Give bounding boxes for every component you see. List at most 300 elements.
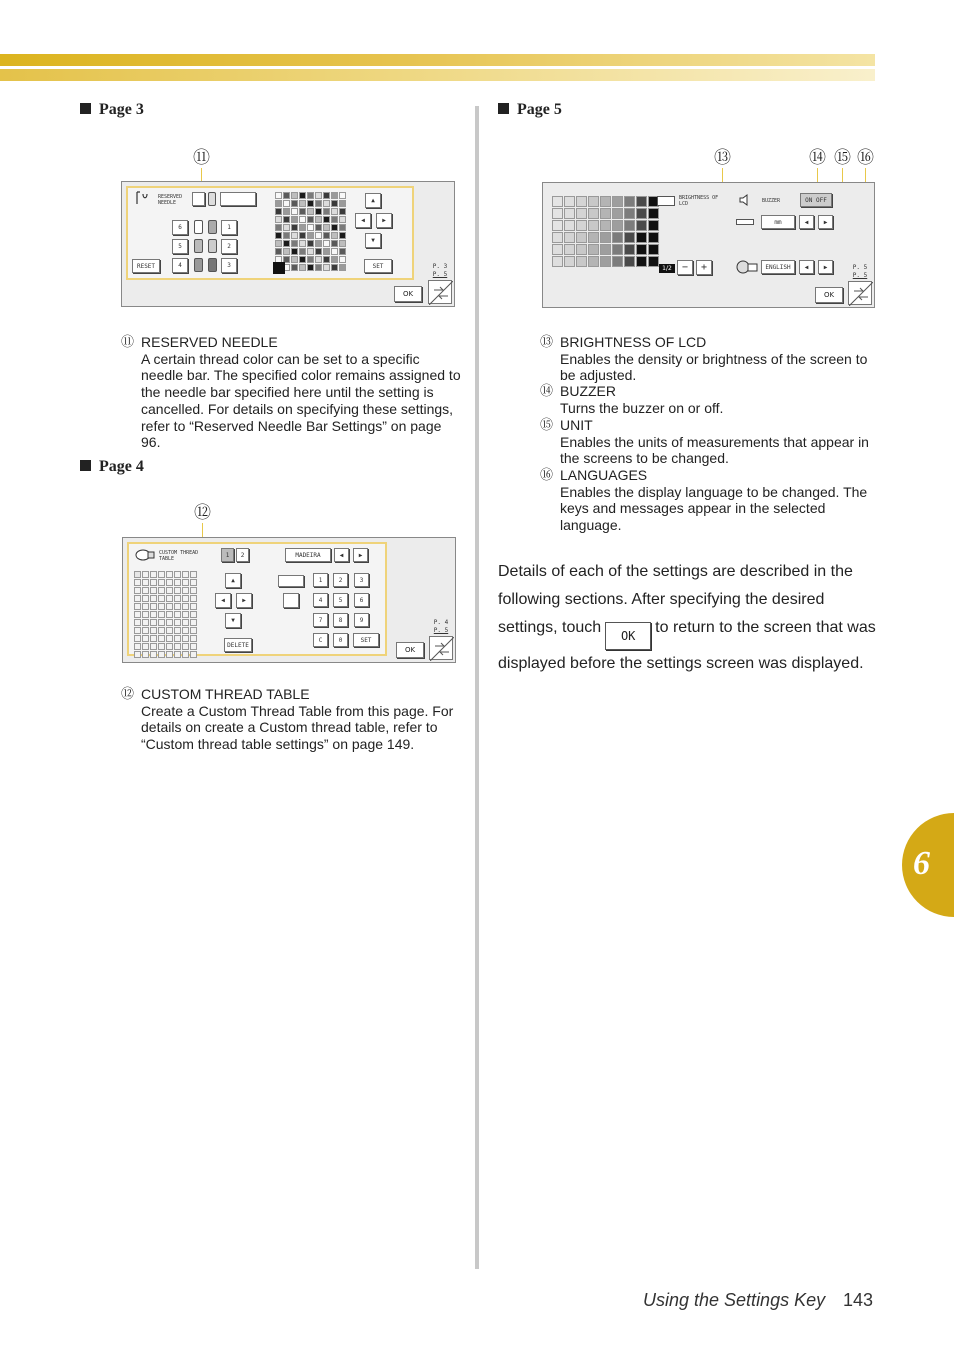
description-number: ⑮ [540, 417, 554, 432]
color-cell [612, 208, 623, 219]
brand-next-button[interactable]: ▶ [353, 548, 368, 562]
color-cell [190, 619, 197, 626]
color-cell [624, 244, 635, 255]
custom-thread-table-grid[interactable] [134, 571, 197, 658]
color-cell [158, 619, 165, 626]
color-cell [150, 579, 157, 586]
color-cell [552, 244, 563, 255]
color-cell [339, 224, 346, 231]
color-cell [150, 603, 157, 610]
color-cell [299, 224, 306, 231]
color-cell [339, 264, 346, 271]
color-cell [134, 603, 141, 610]
reset-button[interactable]: RESET [132, 259, 160, 273]
color-cell [576, 196, 587, 207]
color-cell [636, 220, 647, 231]
color-cell [624, 256, 635, 267]
color-cell [166, 603, 173, 610]
color-cell [174, 587, 181, 594]
scroll-down-button[interactable]: ▼ [365, 233, 381, 248]
color-cell [166, 651, 173, 658]
language-next-button[interactable]: ▶ [818, 260, 833, 274]
key-7[interactable]: 7 [313, 613, 328, 627]
color-cell [307, 256, 314, 263]
color-cell [576, 208, 587, 219]
color-cell [134, 627, 141, 634]
description-heading: CUSTOM THREAD TABLE [141, 686, 310, 702]
header-band-top [0, 54, 875, 66]
brand-field[interactable]: MADEIRA [285, 548, 331, 562]
key-6[interactable]: 6 [354, 593, 369, 607]
color-cell [648, 232, 659, 243]
ruler-icon [736, 219, 754, 225]
thread-table-icon [135, 548, 155, 562]
color-cell [134, 579, 141, 586]
color-cell [150, 651, 157, 658]
color-cell [307, 224, 314, 231]
callout-14: ⑭ [809, 148, 826, 167]
color-cell [291, 240, 298, 247]
color-cell [134, 571, 141, 578]
key-3[interactable]: 3 [354, 573, 369, 587]
color-cell [166, 571, 173, 578]
description-body: Enables the density or brightness of the screen to be adjusted. [560, 350, 868, 384]
color-cell [174, 595, 181, 602]
spool-icon [194, 258, 203, 272]
screen-page4 [122, 537, 456, 663]
color-cell [576, 220, 587, 231]
key-2[interactable]: 2 [333, 573, 348, 587]
color-cell [315, 240, 322, 247]
color-cell [323, 200, 330, 207]
page-turn-icon[interactable] [848, 281, 872, 305]
color-cell [612, 232, 623, 243]
color-cell [648, 256, 659, 267]
color-cell [307, 216, 314, 223]
color-cell [142, 603, 149, 610]
page-indicator-total: P. 5 [433, 627, 449, 634]
spool-icon [208, 220, 217, 234]
color-cell [158, 635, 165, 642]
description-body: Enables the units of measurements that appear in the screens to be changed. [560, 433, 869, 467]
description-number: ⑬ [540, 334, 554, 349]
description-14 [540, 383, 880, 416]
color-cell [588, 196, 599, 207]
color-cell [600, 196, 611, 207]
scroll-right-button[interactable]: ▶ [236, 593, 252, 608]
color-cell [158, 595, 165, 602]
color-cell [588, 220, 599, 231]
color-palette[interactable] [275, 192, 346, 271]
color-cell [150, 571, 157, 578]
color-cell [648, 208, 659, 219]
color-cell [275, 240, 282, 247]
delete-button[interactable]: DELETE [224, 638, 252, 652]
color-cell [315, 264, 322, 271]
details-text-after: to return to the screen that was displayed before the settings screen was displayed. [498, 618, 876, 672]
color-cell [275, 224, 282, 231]
color-cell [612, 244, 623, 255]
color-cell [158, 603, 165, 610]
details-text-before: Details of each of the settings are described in the following sections. After specifying the desired settings, touch [498, 563, 853, 636]
color-cell [307, 264, 314, 271]
description-body: A certain thread color can be set to a specific needle bar. The specified color remains assigned to the needle bar specified here until the setting is cancelled. For details on specifying these settings, refer to “Reserved Needle Bar Settings” on page 96. [141, 350, 461, 451]
needle-button-3[interactable]: 3 [221, 258, 237, 273]
color-cell [339, 192, 346, 199]
color-cell [299, 216, 306, 223]
speaker-icon [738, 193, 752, 207]
ok-button[interactable]: OK [815, 287, 843, 303]
color-cell [315, 216, 322, 223]
color-cell [323, 232, 330, 239]
color-cell [275, 200, 282, 207]
ok-button[interactable]: OK [394, 286, 422, 302]
buzzer-on-off-toggle[interactable]: ON OFF [800, 193, 832, 207]
description-heading: UNIT [560, 417, 593, 433]
color-cell [182, 635, 189, 642]
color-cell [331, 240, 338, 247]
color-cell [552, 208, 563, 219]
bullet-square-icon [498, 103, 509, 114]
color-cell [291, 264, 298, 271]
color-cell [315, 224, 322, 231]
color-cell [552, 220, 563, 231]
thread-number-field[interactable] [278, 575, 304, 587]
color-cell [299, 264, 306, 271]
description-number: ⑫ [121, 686, 135, 701]
color-cell [600, 244, 611, 255]
color-cell [150, 643, 157, 650]
color-cell [588, 256, 599, 267]
unit-prev-button[interactable]: ◀ [799, 215, 814, 229]
key-4[interactable]: 4 [313, 593, 328, 607]
color-cell [158, 651, 165, 658]
color-cell [182, 603, 189, 610]
color-cell [182, 571, 189, 578]
color-cell [315, 200, 322, 207]
color-cell [142, 611, 149, 618]
page-indicator-current: P. 3 [432, 263, 448, 270]
color-cell [166, 579, 173, 586]
unit-next-button[interactable]: ▶ [818, 215, 833, 229]
needle-button-2[interactable]: 2 [221, 239, 237, 254]
spool-icon [194, 220, 203, 234]
color-cell [299, 256, 306, 263]
bullet-square-icon [80, 103, 91, 114]
chapter-number: 6 [913, 845, 930, 882]
color-cell [142, 627, 149, 634]
color-cell [283, 200, 290, 207]
color-cell [636, 244, 647, 255]
color-cell [307, 232, 314, 239]
description-body: Enables the display language to be changed. The keys and messages appear in the selected language. [560, 483, 868, 534]
color-cell [588, 244, 599, 255]
color-cell [275, 232, 282, 239]
brand-prev-button[interactable]: ◀ [334, 548, 349, 562]
color-cell [134, 587, 141, 594]
color-cell [600, 208, 611, 219]
unit-field[interactable]: mm [761, 215, 795, 229]
page-indicator-total: P. 5 [432, 271, 448, 278]
description-12 [121, 686, 461, 753]
color-cell [648, 244, 659, 255]
color-cell [134, 643, 141, 650]
color-cell [158, 587, 165, 594]
color-cell [323, 248, 330, 255]
description-heading: BRIGHTNESS OF LCD [560, 334, 707, 350]
running-title: Using the Settings Key [643, 1290, 826, 1310]
tab-2[interactable]: 2 [236, 548, 249, 562]
color-cell [564, 196, 575, 207]
color-cell [323, 208, 330, 215]
section-heading-page4: Page 4 [80, 458, 144, 476]
color-cell [174, 579, 181, 586]
color-cell [174, 635, 181, 642]
color-cell [275, 248, 282, 255]
color-cell [190, 611, 197, 618]
inline-ok-key-icon: OK [605, 622, 651, 650]
needle-button-1[interactable]: 1 [221, 220, 237, 235]
color-cell [299, 232, 306, 239]
color-cell [166, 643, 173, 650]
set-button[interactable]: SET [364, 259, 392, 273]
color-cell [552, 196, 563, 207]
color-cell [339, 240, 346, 247]
needle-button-4[interactable]: 4 [172, 258, 188, 273]
color-cell [283, 192, 290, 199]
color-cell [174, 603, 181, 610]
color-cell [291, 216, 298, 223]
color-cell [331, 256, 338, 263]
color-cell [166, 611, 173, 618]
color-cell [142, 619, 149, 626]
globe-icon [736, 260, 758, 274]
reserved-needle-label: RESERVED NEEDLE [158, 194, 183, 206]
scroll-left-button[interactable]: ◀ [215, 593, 231, 608]
color-cell [323, 264, 330, 271]
color-cell [142, 635, 149, 642]
key-1[interactable]: 1 [313, 573, 328, 587]
color-cell [331, 216, 338, 223]
color-cell [307, 248, 314, 255]
description-body: Turns the buzzer on or off. [560, 399, 724, 416]
color-name-field[interactable] [220, 192, 256, 206]
color-cell [299, 192, 306, 199]
color-cell [283, 224, 290, 231]
color-cell [307, 240, 314, 247]
color-cell [339, 200, 346, 207]
needle-button-6[interactable]: 6 [172, 220, 188, 235]
needle-button-5[interactable]: 5 [172, 239, 188, 254]
description-16 [540, 467, 880, 534]
color-cell [134, 595, 141, 602]
key-8[interactable]: 8 [333, 613, 348, 627]
key-9[interactable]: 9 [354, 613, 369, 627]
spool-icon [208, 258, 217, 272]
color-cell [323, 216, 330, 223]
color-cell [158, 627, 165, 634]
column-divider [475, 106, 479, 1269]
color-cell [291, 232, 298, 239]
color-cell [190, 651, 197, 658]
brightness-level: 1/2 [659, 264, 675, 273]
color-cell [307, 208, 314, 215]
color-cell [291, 248, 298, 255]
color-cell [339, 216, 346, 223]
page-turn-icon[interactable] [428, 280, 452, 304]
color-cell [299, 248, 306, 255]
color-cell [158, 571, 165, 578]
color-cell [612, 220, 623, 231]
color-cell [339, 232, 346, 239]
language-field[interactable]: ENGLISH [761, 260, 795, 274]
color-cell [182, 611, 189, 618]
selected-color-swatch [273, 262, 285, 274]
color-cell [299, 240, 306, 247]
color-cell [158, 611, 165, 618]
color-cell [331, 248, 338, 255]
color-cell [576, 256, 587, 267]
color-cell [636, 256, 647, 267]
callout-12: ⑫ [194, 503, 211, 522]
color-cell [182, 643, 189, 650]
color-cell [323, 256, 330, 263]
callout-11: ⑪ [193, 148, 210, 167]
color-cell [624, 196, 635, 207]
page-indicator-current: P. 4 [433, 619, 449, 626]
color-cell [174, 619, 181, 626]
color-cell [150, 587, 157, 594]
callout-15: ⑮ [834, 148, 851, 167]
color-cell [600, 220, 611, 231]
color-cell [283, 232, 290, 239]
color-cell [134, 635, 141, 642]
color-cell [158, 579, 165, 586]
color-cell [564, 232, 575, 243]
color-cell [134, 611, 141, 618]
color-cell [150, 611, 157, 618]
color-cell [331, 192, 338, 199]
description-heading: BUZZER [560, 383, 616, 399]
color-cell [283, 216, 290, 223]
color-swatch [192, 192, 205, 206]
brightness-plus-button[interactable]: + [696, 260, 712, 275]
tab-1[interactable]: 1 [221, 548, 234, 562]
color-cell [600, 256, 611, 267]
description-11 [121, 334, 461, 451]
color-cell [190, 635, 197, 642]
color-cell [174, 651, 181, 658]
color-cell [291, 256, 298, 263]
color-cell [190, 595, 197, 602]
color-cell [190, 627, 197, 634]
scroll-right-button[interactable]: ▶ [376, 213, 392, 228]
color-cell [174, 611, 181, 618]
description-15 [540, 417, 880, 467]
color-cell [182, 651, 189, 658]
color-cell [190, 579, 197, 586]
color-cell [307, 200, 314, 207]
brightness-minus-button[interactable]: − [677, 260, 693, 275]
color-cell [564, 256, 575, 267]
color-cell [275, 208, 282, 215]
color-cell [624, 232, 635, 243]
scroll-left-button[interactable]: ◀ [355, 213, 371, 228]
color-cell [331, 200, 338, 207]
needle-icon [134, 191, 150, 205]
color-cell [636, 196, 647, 207]
section-heading-page3: Page 3 [80, 101, 144, 119]
spool-icon [194, 239, 203, 253]
color-cell [150, 627, 157, 634]
color-cell [182, 595, 189, 602]
color-cell [291, 200, 298, 207]
brightness-sample-palette [552, 196, 659, 267]
details-paragraph [498, 558, 878, 677]
color-cell [588, 208, 599, 219]
color-cell [150, 635, 157, 642]
color-cell [166, 587, 173, 594]
color-cell [174, 643, 181, 650]
color-cell [134, 619, 141, 626]
key-0[interactable]: 0 [333, 633, 348, 647]
description-13 [540, 334, 880, 384]
color-cell [182, 619, 189, 626]
color-cell [552, 256, 563, 267]
color-cell [315, 256, 322, 263]
description-number: ⑪ [121, 334, 135, 349]
color-cell [339, 256, 346, 263]
color-cell [331, 264, 338, 271]
color-cell [291, 224, 298, 231]
scroll-up-button[interactable]: ▲ [225, 573, 241, 588]
color-cell [339, 208, 346, 215]
color-cell [174, 627, 181, 634]
color-cell [190, 643, 197, 650]
color-cell [576, 232, 587, 243]
color-cell [339, 248, 346, 255]
color-cell [291, 208, 298, 215]
color-cell [142, 587, 149, 594]
color-cell [331, 232, 338, 239]
color-cell [166, 627, 173, 634]
scroll-down-button[interactable]: ▼ [225, 613, 241, 628]
language-prev-button[interactable]: ◀ [799, 260, 814, 274]
color-cell [158, 643, 165, 650]
key-clear[interactable]: C [313, 633, 328, 647]
description-heading: RESERVED NEEDLE [141, 334, 278, 350]
set-button[interactable]: SET [353, 633, 379, 647]
color-cell [150, 595, 157, 602]
callout-16: ⑯ [857, 148, 874, 167]
callout-13: ⑬ [714, 148, 731, 167]
screen-page5 [542, 182, 875, 308]
color-cell [624, 220, 635, 231]
page-indicator-total: P. 5 [852, 272, 868, 279]
brightness-icon [657, 196, 675, 206]
color-cell [166, 635, 173, 642]
color-cell [283, 248, 290, 255]
color-cell [552, 232, 563, 243]
page-turn-icon[interactable] [429, 636, 453, 660]
bullet-square-icon [80, 460, 91, 471]
color-cell [588, 232, 599, 243]
color-cell [142, 643, 149, 650]
scroll-up-button[interactable]: ▲ [365, 193, 381, 208]
color-cell [636, 208, 647, 219]
key-5[interactable]: 5 [333, 593, 348, 607]
ok-button[interactable]: OK [396, 642, 424, 658]
